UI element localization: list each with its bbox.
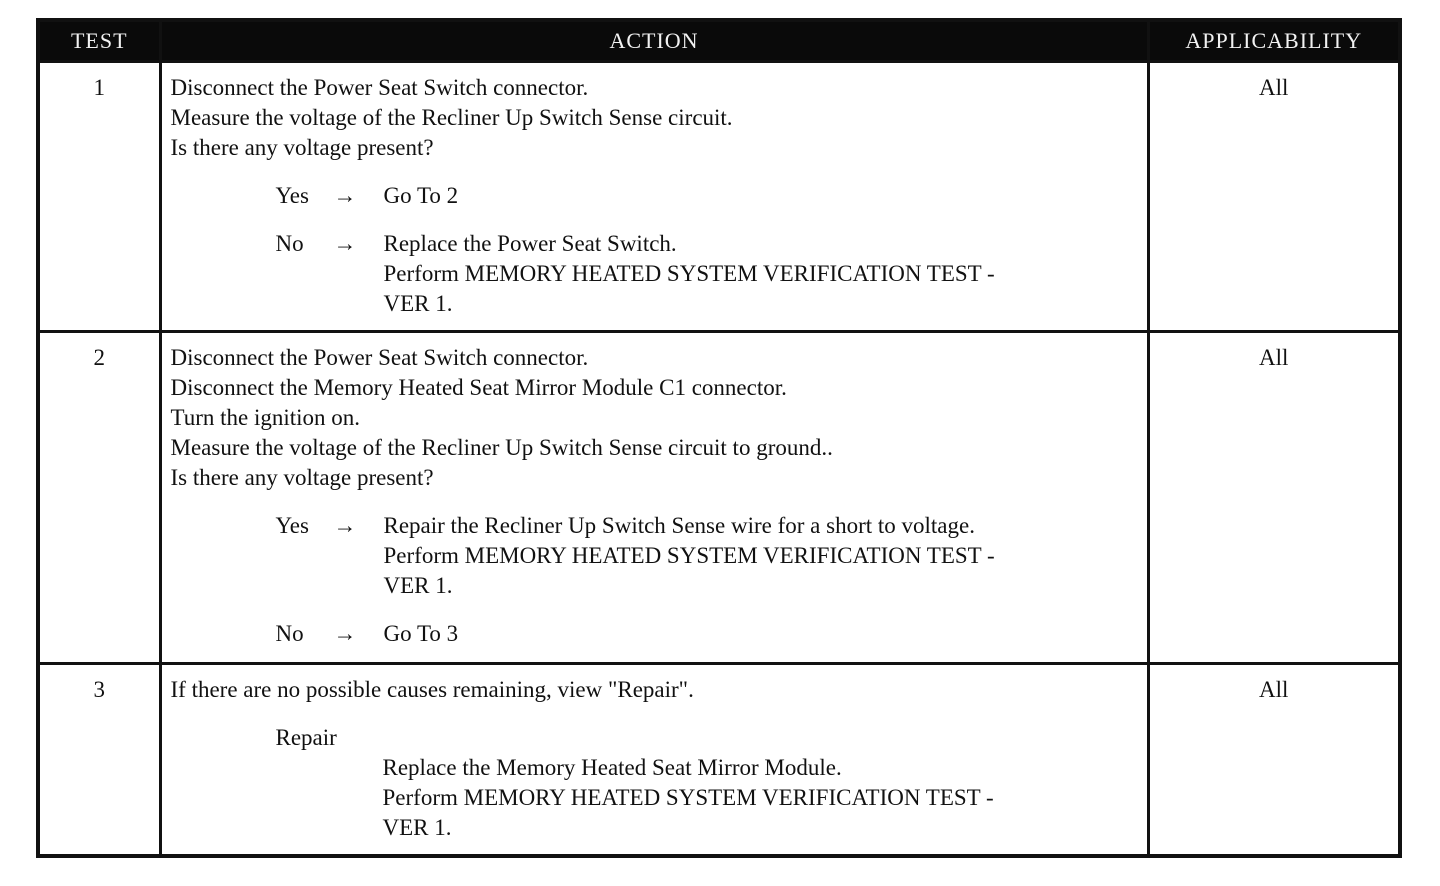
no-label: No — [275, 621, 304, 646]
no-branch — [171, 619, 1139, 649]
result-line: Go To 2 — [383, 183, 459, 208]
result-line: Replace the Power Seat Switch. — [383, 231, 677, 256]
test-row-2 — [40, 332, 1398, 664]
yes-result — [384, 511, 1139, 601]
result-line: Perform MEMORY HEATED SYSTEM VERIFICATION TEST - — [383, 543, 995, 568]
test-number: 2 — [40, 332, 160, 664]
header-row — [40, 22, 1398, 62]
test-applicability: All — [1148, 332, 1398, 664]
result-line: VER 1. — [383, 573, 453, 598]
right-arrow-icon: → — [333, 183, 357, 208]
no-result — [384, 229, 1139, 319]
test-row-3 — [40, 664, 1398, 856]
result-line: Repair the Recliner Up Switch Sense wire for a short to voltage. — [383, 513, 975, 538]
action-line: Disconnect the Memory Heated Seat Mirror Module C1 connector. — [170, 375, 787, 400]
result-line: Perform MEMORY HEATED SYSTEM VERIFICATION TEST - — [382, 785, 994, 810]
right-arrow-icon: → — [333, 621, 357, 646]
test-applicability: All — [1148, 62, 1398, 332]
yes-label: Yes — [275, 183, 309, 208]
result-line: VER 1. — [382, 815, 452, 840]
repair-label: Repair — [275, 725, 337, 750]
no-branch — [171, 229, 1139, 319]
header-test: TEST — [40, 22, 160, 62]
action-line: Is there any voltage present? — [170, 465, 434, 490]
no-label: No — [275, 231, 304, 256]
yes-label: Yes — [275, 513, 309, 538]
action-line: Turn the ignition on. — [170, 405, 361, 430]
result-line: Perform MEMORY HEATED SYSTEM VERIFICATION TEST - — [383, 261, 995, 286]
test-action — [160, 332, 1148, 664]
action-line: Is there any voltage present? — [170, 135, 434, 160]
result-line: Replace the Memory Heated Seat Mirror Module. — [382, 755, 842, 780]
no-result — [384, 619, 1139, 649]
header-action: ACTION — [160, 22, 1148, 62]
yes-branch — [171, 511, 1139, 601]
test-number: 1 — [40, 62, 160, 332]
test-action — [160, 664, 1148, 856]
test-applicability: All — [1148, 664, 1398, 856]
diagnostic-table-frame — [36, 18, 1402, 858]
test-action — [160, 62, 1148, 332]
yes-branch — [171, 181, 1139, 211]
diagnostic-test-table — [40, 22, 1398, 856]
test-number: 3 — [40, 664, 160, 856]
action-line: Disconnect the Power Seat Switch connector. — [170, 75, 589, 100]
result-line: VER 1. — [383, 291, 453, 316]
action-line: If there are no possible causes remaining, view "Repair". — [170, 677, 694, 702]
header-applicability: APPLICABILITY — [1148, 22, 1398, 62]
action-line: Disconnect the Power Seat Switch connector. — [170, 345, 589, 370]
yes-result — [384, 181, 1139, 211]
result-line: Go To 3 — [383, 621, 459, 646]
action-line: Measure the voltage of the Recliner Up Switch Sense circuit to ground.. — [170, 435, 833, 460]
action-line: Measure the voltage of the Recliner Up Switch Sense circuit. — [170, 105, 733, 130]
test-row-1 — [40, 62, 1398, 332]
right-arrow-icon: → — [333, 231, 357, 256]
right-arrow-icon: → — [333, 513, 357, 538]
